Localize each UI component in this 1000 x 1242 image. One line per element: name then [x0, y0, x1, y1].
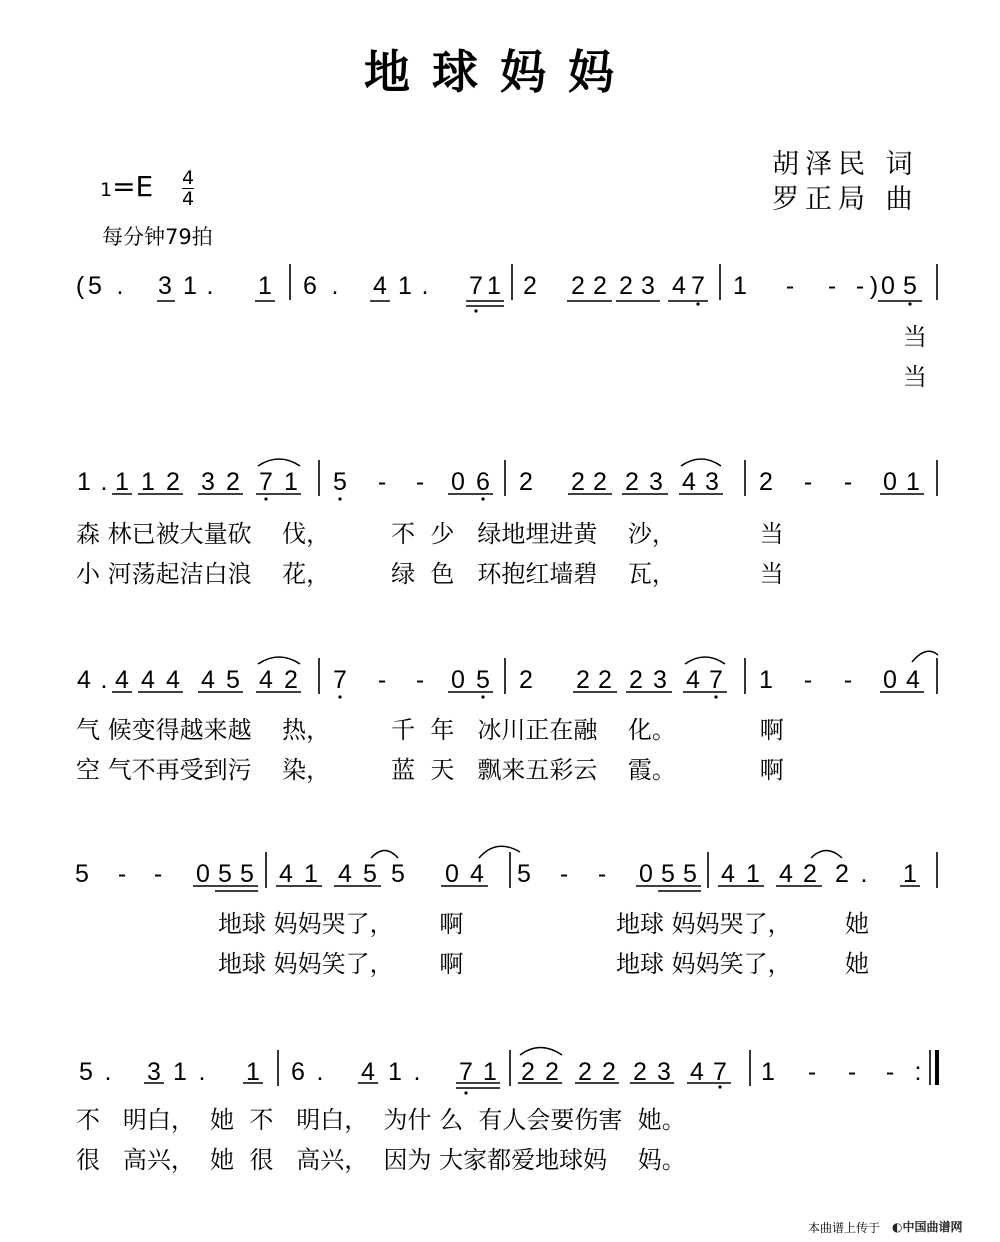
note: 0: [196, 860, 210, 888]
note: 4: [470, 860, 484, 888]
note: 2: [578, 1058, 592, 1086]
note: 4: [201, 666, 215, 694]
dash: -: [807, 1058, 817, 1086]
dash: -: [855, 272, 865, 300]
note: 5: [391, 860, 405, 888]
key-degree: 1: [100, 179, 113, 201]
note: 4: [682, 468, 696, 496]
time-signature-top: 4: [182, 167, 195, 189]
note: 1: [246, 1058, 260, 1086]
note: 1: [398, 272, 412, 300]
lyric-verse-1: 气 候变得越来越 热， 千 年 冰川正在融 化。 啊: [76, 716, 784, 744]
tie: [811, 851, 842, 859]
lyric-verse-2: 当: [903, 363, 927, 391]
slur: [520, 1048, 562, 1056]
note: 7: [259, 468, 273, 496]
dash: -: [377, 468, 387, 496]
octave-dot: [714, 695, 717, 698]
note: 3: [705, 468, 719, 496]
lyric-verse-2: 很 高兴， 她 很 高兴， 因为 大家都爱地球妈 妈。: [76, 1146, 686, 1174]
note: 7: [469, 272, 483, 300]
lyric-verse-1: 地球 妈妈哭了， 啊 地球 妈妈哭了， 她: [218, 910, 870, 938]
tie: [479, 846, 520, 858]
note: 2: [521, 1058, 535, 1086]
slur: [681, 459, 721, 466]
note: 6: [303, 272, 317, 300]
note: (: [75, 272, 85, 300]
note: 1: [115, 468, 129, 496]
note: 2: [835, 860, 849, 888]
note: 0: [883, 468, 897, 496]
note: 2: [576, 666, 590, 694]
dash: -: [827, 272, 837, 300]
note: 3: [657, 1058, 671, 1086]
note: 1: [304, 860, 318, 888]
note: 3: [641, 272, 655, 300]
note: 3: [653, 666, 667, 694]
staff-line-5: [0, 1020, 1000, 1174]
lyricist-credit: 胡泽民 词: [772, 149, 919, 180]
note: 4: [906, 666, 920, 694]
note: 0: [639, 860, 653, 888]
note: 3: [201, 468, 215, 496]
staff-line-1: [0, 260, 1000, 400]
note: 2: [625, 468, 639, 496]
note: 0: [451, 468, 465, 496]
note: 2: [284, 666, 298, 694]
note: 1: [77, 468, 91, 496]
octave-dot: [481, 695, 484, 698]
dot: .: [104, 1058, 112, 1086]
note: 0: [445, 860, 459, 888]
note: 2: [226, 468, 240, 496]
note: 2: [598, 666, 612, 694]
note: 4: [115, 666, 129, 694]
lyric-verse-2: 地球 妈妈笑了， 啊 地球 妈妈笑了， 她: [218, 950, 870, 978]
lyric-verse-1: 森 林已被大量砍 伐， 不 少 绿地埋进黄 沙， 当: [76, 520, 784, 548]
key-signature: [100, 170, 153, 203]
note: 5: [363, 860, 377, 888]
slur: [258, 459, 300, 466]
note: 4: [141, 666, 155, 694]
slur: [258, 657, 300, 664]
staff-line-2: [0, 440, 1000, 600]
note: 4: [166, 666, 180, 694]
note: 5: [683, 860, 697, 888]
note: 2: [166, 468, 180, 496]
note: 2: [602, 1058, 616, 1086]
dash: -: [785, 272, 795, 300]
note: 7: [459, 1058, 473, 1086]
note: 2: [759, 468, 773, 496]
note: 4: [779, 860, 793, 888]
dot: .: [198, 1058, 206, 1086]
note: 7: [333, 666, 347, 694]
dash: -: [153, 860, 163, 888]
note: 1: [258, 272, 272, 300]
note: 5: [240, 860, 254, 888]
dash: -: [803, 468, 813, 496]
note: 1: [483, 1058, 497, 1086]
note: 5: [88, 272, 102, 300]
note: 1: [906, 468, 920, 496]
note: 0: [451, 666, 465, 694]
site-logo-icon: ◐: [892, 1220, 903, 1234]
note: 1: [183, 272, 197, 300]
key-name: =E: [112, 170, 154, 203]
octave-dot: [481, 497, 484, 500]
note: 6: [476, 468, 490, 496]
staff-line-3: [0, 640, 1000, 790]
dash: -: [843, 666, 853, 694]
song-title: 地球妈妈: [364, 45, 636, 99]
note: 2: [519, 666, 533, 694]
dot: .: [100, 468, 108, 496]
octave-dot: [338, 497, 341, 500]
note: 2: [571, 468, 585, 496]
note: 5: [661, 860, 675, 888]
note: 7: [709, 666, 723, 694]
dash: -: [803, 666, 813, 694]
note: 4: [259, 666, 273, 694]
note: 1: [284, 468, 298, 496]
time-signature-bottom: 4: [182, 188, 195, 210]
note: 3: [147, 1058, 161, 1086]
note: 7: [691, 272, 705, 300]
note: 3: [158, 272, 172, 300]
octave-dot: [696, 302, 699, 305]
octave-dot: [908, 302, 911, 305]
note: 4: [690, 1058, 704, 1086]
tempo-marking: 每分钟79拍: [102, 225, 213, 249]
octave-dot: [338, 695, 341, 698]
dot: .: [100, 666, 108, 694]
dash: -: [559, 860, 569, 888]
note: 4: [279, 860, 293, 888]
composer-credit: 罗正局 曲: [772, 184, 919, 215]
note: 2: [523, 272, 537, 300]
note: 1: [733, 272, 747, 300]
note: 0: [883, 666, 897, 694]
dot: .: [331, 272, 339, 300]
note: 5: [218, 860, 232, 888]
time-signature: [182, 168, 194, 209]
note: 2: [803, 860, 817, 888]
note: 5: [903, 272, 917, 300]
note: 5: [333, 468, 347, 496]
note: :: [914, 1058, 922, 1086]
note: 5: [476, 666, 490, 694]
slur: [685, 657, 725, 664]
note: 2: [545, 1058, 559, 1086]
lyric-verse-1: 不 明白， 她 不 明白， 为什 么 有人会要伤害 她。: [76, 1106, 686, 1134]
note: 5: [75, 860, 89, 888]
note: 5: [226, 666, 240, 694]
dash: -: [117, 860, 127, 888]
dash: -: [843, 468, 853, 496]
note: ): [869, 272, 879, 300]
dash: -: [415, 468, 425, 496]
dot: .: [421, 272, 429, 300]
dot: .: [316, 1058, 324, 1086]
note: 1: [141, 468, 155, 496]
note: 4: [77, 666, 91, 694]
note: 2: [633, 1058, 647, 1086]
dot: .: [116, 272, 124, 300]
lyric-verse-1: 当: [903, 323, 927, 351]
note: 0: [881, 272, 895, 300]
dash: -: [415, 666, 425, 694]
dash: -: [847, 1058, 857, 1086]
note: 5: [517, 860, 531, 888]
note: 2: [593, 468, 607, 496]
dot: .: [413, 1058, 421, 1086]
note: 2: [619, 272, 633, 300]
site-logo[interactable]: [892, 1218, 963, 1235]
dash: -: [597, 860, 607, 888]
note: 1: [761, 1058, 775, 1086]
footer-upload-text: 本曲谱上传于: [808, 1221, 881, 1235]
note: 1: [746, 860, 760, 888]
note: 1: [903, 860, 917, 888]
octave-dot: [474, 309, 477, 312]
note: 2: [593, 272, 607, 300]
note: 2: [629, 666, 643, 694]
note: 3: [649, 468, 663, 496]
lyric-verse-2: 空 气不再受到污 染， 蓝 天 飘来五彩云 霞。 啊: [76, 756, 784, 784]
note: 5: [79, 1058, 93, 1086]
note: 4: [672, 272, 686, 300]
note: 4: [721, 860, 735, 888]
note: 4: [338, 860, 352, 888]
dot: .: [206, 272, 214, 300]
note: 1: [759, 666, 773, 694]
lyric-verse-2: 小 河荡起洁白浪 花， 绿 色 环抱红墙碧 瓦， 当: [76, 560, 784, 588]
note: 2: [519, 468, 533, 496]
octave-dot: [264, 497, 267, 500]
tie: [371, 851, 398, 859]
note: 6: [291, 1058, 305, 1086]
note: 7: [713, 1058, 727, 1086]
note: 4: [361, 1058, 375, 1086]
note: 2: [571, 272, 585, 300]
site-name: 中国曲谱网: [902, 1220, 963, 1234]
dash: -: [377, 666, 387, 694]
note: 1: [487, 272, 501, 300]
staff-line-4: [0, 830, 1000, 990]
note: 4: [373, 272, 387, 300]
note: 4: [686, 666, 700, 694]
note: 1: [173, 1058, 187, 1086]
slur: [912, 651, 938, 662]
octave-dot: [464, 1091, 467, 1094]
dash: -: [885, 1058, 895, 1086]
note: 1: [388, 1058, 402, 1086]
dot: .: [860, 860, 868, 888]
